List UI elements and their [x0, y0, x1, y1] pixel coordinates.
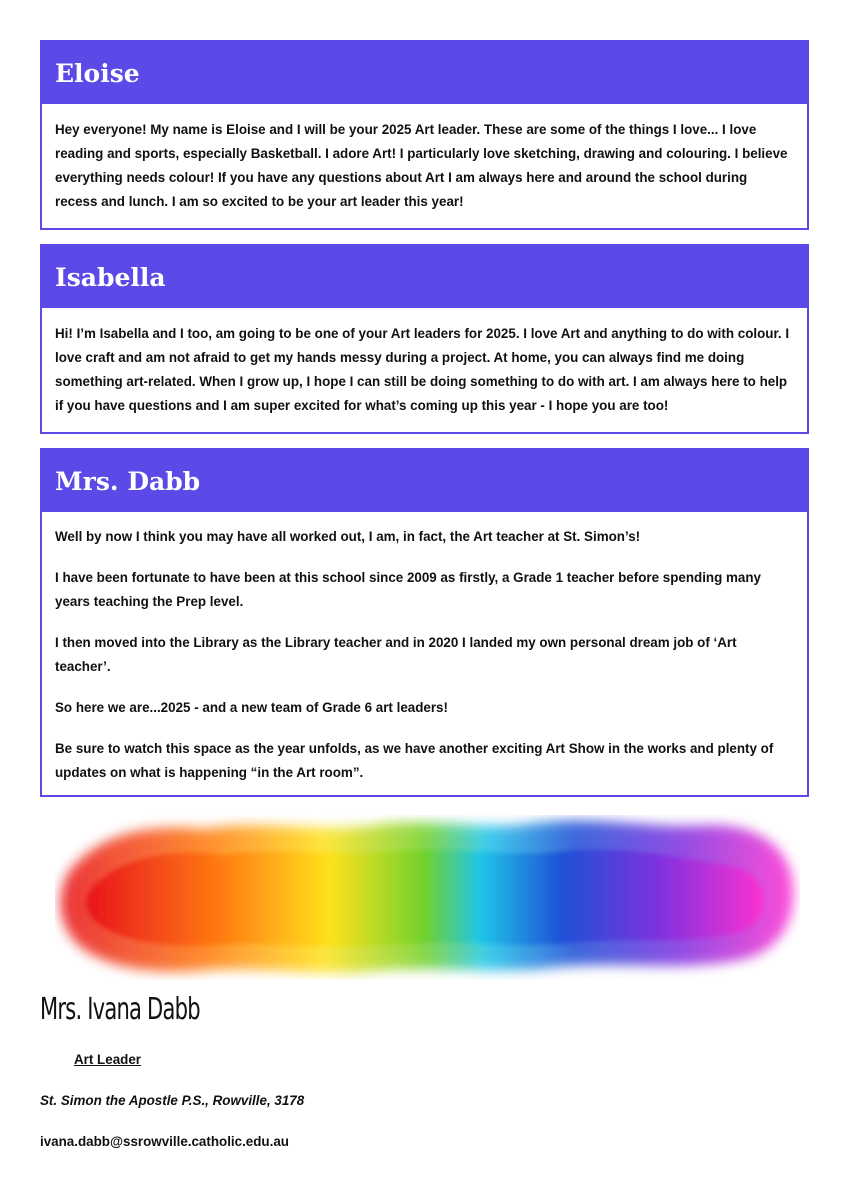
signature-name: Mrs. Ivana Dabb [40, 992, 200, 1027]
card-paragraph: Well by now I think you may have all worked out, I am, in fact, the Art teacher at St. Simon’s! [55, 529, 641, 544]
card-isabella [40, 244, 809, 434]
signature-role: Art Leader [74, 1052, 141, 1067]
card-paragraph: Hi! I’m Isabella and I too, am going to be one of your Art leaders for 2025. I love Art and anything to do with colour. I love craft and am not afraid to get my hands messy during a project. At home, you can always find me doing something art-related. When I grow up, I hope I can still be doing something to do with art. I am always here to help if you have questions and I am super excited for what’s coming up this year - I hope you are too! [55, 326, 790, 413]
card-mrs-dabb [40, 448, 809, 797]
card-paragraph: I then moved into the Library as the Library teacher and in 2020 I landed my own personal dream job of ‘Art teacher’. [55, 635, 737, 674]
card-eloise [40, 40, 809, 230]
card-paragraph: So here we are...2025 - and a new team of Grade 6 art leaders! [55, 700, 448, 715]
signature-email-link[interactable]: ivana.dabb@ssrowville.catholic.edu.au [40, 1134, 289, 1149]
card-title: Mrs. Dabb [42, 450, 807, 512]
card-paragraph: I have been fortunate to have been at this school since 2009 as firstly, a Grade 1 teacher before spending many years teaching the Prep level. [55, 570, 761, 609]
signature-school: St. Simon the Apostle P.S., Rowville, 3178 [40, 1093, 305, 1108]
card-body [42, 308, 807, 432]
card-title: Isabella [42, 246, 807, 308]
card-title: Eloise [42, 42, 807, 104]
card-body [42, 512, 807, 795]
rainbow-watercolor-splash-icon [55, 815, 800, 980]
card-paragraph: Hey everyone! My name is Eloise and I will be your 2025 Art leader. These are some of the things I love... I love reading and sports, especially Basketball. I adore Art! I particularly love sketching, drawing and colouring. I believe everything needs colour! If you have any questions about Art I am always here and around the school during recess and lunch. I am so excited to be your art leader this year! [55, 122, 788, 209]
card-body [42, 104, 807, 228]
card-paragraph: Be sure to watch this space as the year unfolds, as we have another exciting Art Show in the works and plenty of updates on what is happening “in the Art room”. [55, 741, 774, 780]
